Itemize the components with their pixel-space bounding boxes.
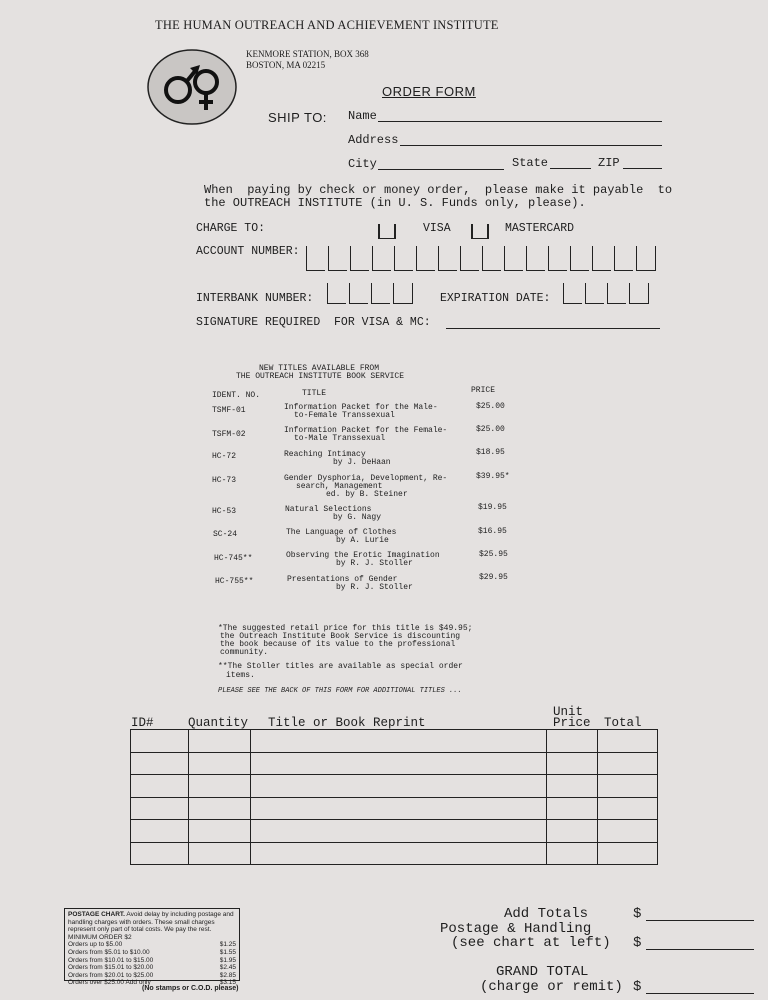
org-name: THE HUMAN OUTREACH AND ACHIEVEMENT INSTITUTE	[155, 18, 499, 32]
city-label: City	[348, 157, 377, 171]
book-id: TSMF-01	[212, 406, 246, 415]
table-row	[131, 842, 658, 865]
col-title-header: TITLE	[302, 389, 327, 398]
zip-label: ZIP	[598, 156, 620, 170]
table-row	[131, 797, 658, 820]
book-title: by J. DeHaan	[333, 458, 391, 467]
postage-row-label: Orders up to $5.00	[68, 941, 123, 949]
signature-field[interactable]	[446, 328, 660, 329]
order-table	[130, 729, 658, 865]
book-title: ed. by B. Steiner	[326, 490, 408, 499]
account-number-boxes[interactable]	[306, 247, 659, 271]
book-list-heading-2: THE OUTREACH INSTITUTE BOOK SERVICE	[236, 372, 405, 381]
see-chart-label: (see chart at left)	[451, 935, 611, 951]
book-price: $25.95	[479, 550, 508, 559]
mastercard-checkbox[interactable]	[471, 221, 489, 240]
order-cell[interactable]	[547, 842, 598, 865]
order-col-unit: Unit	[553, 705, 584, 719]
no-stamps-note: (No stamps or C.O.D. please)	[142, 985, 239, 992]
address-field[interactable]	[400, 145, 662, 146]
payment-note-line-1: When paying by check or money order, please make it payable to	[204, 183, 673, 197]
postage-row-label: Orders over $25.00 Add only	[68, 979, 151, 987]
order-cell[interactable]	[547, 775, 598, 798]
interbank-number-label: INTERBANK NUMBER:	[196, 292, 314, 305]
postage-row-label: Orders from $15.01 to $20.00	[68, 964, 154, 972]
postage-chart-title: POSTAGE CHART.	[68, 911, 125, 918]
book-title: Presentations of Gender	[287, 575, 398, 584]
book-title: Natural Selections	[285, 505, 372, 514]
mastercard-label: MASTERCARD	[505, 222, 575, 235]
postage-row	[68, 964, 236, 972]
order-cell[interactable]	[131, 820, 189, 843]
order-cell[interactable]	[250, 842, 546, 865]
postage-row-fee: $1.55	[219, 948, 236, 956]
order-cell[interactable]	[188, 797, 250, 820]
order-cell[interactable]	[598, 730, 658, 753]
book-title: Information Packet for the Male-	[284, 403, 438, 412]
state-label: State	[512, 156, 549, 170]
order-cell[interactable]	[188, 730, 250, 753]
payment-note-line-2: the OUTREACH INSTITUTE (in U. S. Funds only, please).	[204, 196, 586, 210]
order-cell[interactable]	[250, 730, 546, 753]
postage-row	[68, 949, 236, 957]
postage-row-label: Orders from $10.01 to $15.00	[68, 956, 154, 964]
order-cell[interactable]	[188, 752, 250, 775]
address-line-2: BOSTON, MA 02215	[246, 60, 326, 70]
account-number-label: ACCOUNT NUMBER:	[196, 245, 300, 258]
postage-row	[68, 957, 236, 965]
order-cell[interactable]	[547, 752, 598, 775]
address-line-1: KENMORE STATION, BOX 368	[246, 49, 369, 59]
gender-symbol-logo-icon	[146, 48, 238, 126]
add-totals-label: Add Totals	[504, 906, 589, 922]
book-title: to-Female Transsexual	[294, 411, 395, 420]
state-field[interactable]	[550, 168, 591, 169]
book-price: $19.95	[478, 503, 507, 512]
book-id: HC-745**	[214, 554, 253, 563]
book-title: Reaching Intimacy	[284, 450, 366, 459]
interbank-number-boxes[interactable]	[327, 284, 416, 304]
note-retail-price: community.	[220, 648, 269, 657]
order-cell[interactable]	[131, 752, 189, 775]
form-title: ORDER FORM	[382, 84, 476, 99]
book-title: by A. Lurie	[336, 536, 389, 545]
postage-row-fee: $1.95	[219, 956, 236, 964]
postage-row-fee: $1.25	[219, 941, 236, 949]
postage-chart	[64, 908, 240, 987]
book-title: by G. Nagy	[333, 513, 382, 522]
dollar-sign: $	[633, 935, 642, 951]
order-cell[interactable]	[131, 842, 189, 865]
city-field[interactable]	[378, 169, 504, 170]
postage-handling-field[interactable]	[646, 949, 754, 950]
order-cell[interactable]	[598, 820, 658, 843]
order-col-title: Title or Book Reprint	[268, 716, 426, 730]
order-cell[interactable]	[131, 730, 189, 753]
order-cell[interactable]	[598, 775, 658, 798]
order-cell[interactable]	[250, 752, 546, 775]
signature-label: SIGNATURE REQUIRED FOR VISA & MC:	[196, 316, 431, 329]
note-retail-price: the book because of its value to the professional	[220, 640, 456, 649]
charge-to-label: CHARGE TO:	[196, 222, 266, 235]
expiration-date-label: EXPIRATION DATE:	[440, 292, 551, 305]
book-id: HC-53	[212, 507, 237, 516]
order-cell[interactable]	[547, 730, 598, 753]
order-cell[interactable]	[131, 775, 189, 798]
postage-row	[68, 972, 236, 980]
order-cell[interactable]	[188, 775, 250, 798]
book-title: Gender Dysphoria, Development, Re-	[284, 474, 448, 483]
book-id: SC-24	[213, 530, 238, 539]
grand-total-label: GRAND TOTAL	[496, 964, 589, 980]
zip-field[interactable]	[623, 168, 662, 169]
order-cell[interactable]	[598, 752, 658, 775]
order-col-id: ID#	[131, 716, 154, 730]
address-label: Address	[348, 133, 399, 147]
postage-row-label: Orders from $5.01 to $10.00	[68, 948, 150, 956]
note-stoller: **The Stoller titles are available as special order	[218, 662, 463, 671]
name-label: Name	[348, 109, 377, 123]
book-id: HC-755**	[215, 577, 254, 586]
order-cell[interactable]	[547, 797, 598, 820]
book-id: HC-72	[212, 452, 237, 461]
note-stoller: items.	[226, 671, 255, 680]
visa-checkbox[interactable]	[378, 221, 396, 240]
order-cell[interactable]	[250, 820, 546, 843]
book-id: TSFM-02	[212, 430, 246, 439]
book-title: Information Packet for the Female-	[284, 426, 448, 435]
visa-label: VISA	[423, 222, 451, 235]
see-back-note: PLEASE SEE THE BACK OF THIS FORM FOR ADDITIONAL TITLES ...	[218, 687, 462, 695]
order-cell[interactable]	[547, 820, 598, 843]
col-ident-header: IDENT. NO.	[212, 391, 261, 400]
order-cell[interactable]	[598, 842, 658, 865]
book-title: by R. J. Stoller	[336, 583, 413, 592]
table-row	[131, 752, 658, 775]
table-row	[131, 775, 658, 798]
note-retail-price: the Outreach Institute Book Service is discounting	[220, 632, 461, 641]
book-price: $16.95	[478, 527, 507, 536]
book-price: $29.95	[479, 573, 508, 582]
name-field[interactable]	[378, 121, 662, 122]
book-title: Observing the Erotic Imagination	[286, 551, 440, 560]
add-totals-field[interactable]	[646, 920, 754, 921]
postage-row	[68, 941, 236, 949]
postage-row-fee: $2.45	[219, 964, 236, 972]
postage-chart-intro	[68, 911, 236, 941]
book-price: $18.95	[476, 448, 505, 457]
order-cell[interactable]	[598, 797, 658, 820]
order-cell[interactable]	[188, 842, 250, 865]
order-cell[interactable]	[188, 820, 250, 843]
postage-handling-label: Postage & Handling	[440, 921, 592, 937]
book-title: by R. J. Stoller	[336, 559, 413, 568]
order-col-price: Price	[553, 716, 591, 730]
order-col-quantity: Quantity	[188, 716, 249, 730]
book-id: HC-73	[212, 476, 237, 485]
book-title: search, Management	[296, 482, 383, 491]
note-retail-price: *The suggested retail price for this title is $49.95;	[218, 624, 473, 633]
order-cell[interactable]	[250, 775, 546, 798]
ship-to-label: SHIP TO:	[268, 110, 327, 125]
grand-total-field[interactable]	[646, 993, 754, 994]
col-price-header: PRICE	[471, 386, 496, 395]
table-row	[131, 730, 658, 753]
expiration-date-boxes[interactable]	[563, 284, 652, 304]
book-price: $25.00	[476, 425, 505, 434]
dollar-sign: $	[633, 906, 642, 922]
charge-or-remit-label: (charge or remit)	[480, 979, 623, 995]
book-title: to-Male Transsexual	[294, 434, 386, 443]
order-cell[interactable]	[250, 797, 546, 820]
book-list-heading-1: NEW TITLES AVAILABLE FROM	[259, 364, 380, 373]
book-title: The Language of Clothes	[286, 528, 397, 537]
order-cell[interactable]	[131, 797, 189, 820]
postage-row-fee: $3.15	[219, 979, 236, 987]
postage-row-fee: $2.85	[219, 971, 236, 979]
book-price: $25.00	[476, 402, 505, 411]
dollar-sign: $	[633, 979, 642, 995]
order-col-total: Total	[604, 716, 642, 730]
postage-row-label: Orders from $20.01 to $25.00	[68, 971, 154, 979]
table-row	[131, 820, 658, 843]
book-price: $39.95*	[476, 472, 510, 481]
postage-chart-desc: Avoid delay by including postage and handling charges with orders. These small charges represent only part of total costs. We pay the rest. MINIMUM ORDER $2	[68, 911, 234, 941]
